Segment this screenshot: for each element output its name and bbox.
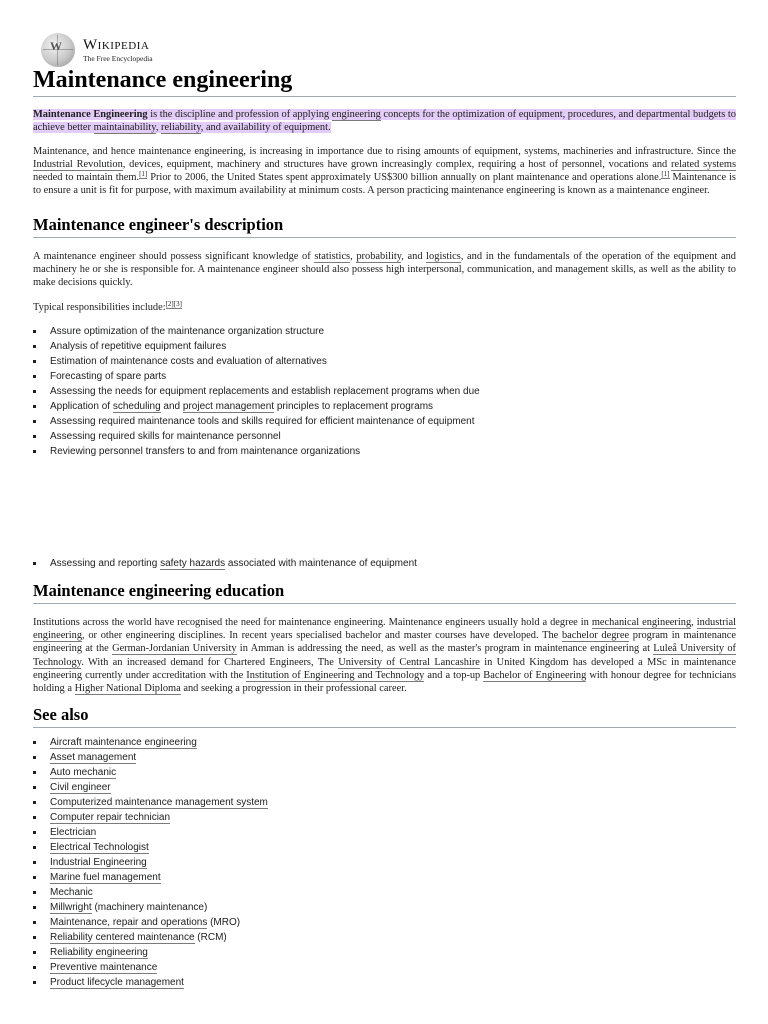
- list-item: Estimation of maintenance costs and evaluation of alternatives: [33, 354, 736, 369]
- link-statistics[interactable]: statistics: [314, 250, 351, 262]
- see-also-link[interactable]: Computerized maintenance management system: [50, 797, 268, 809]
- see-also-item: [33, 825, 736, 840]
- link-project-management[interactable]: project management: [182, 400, 275, 412]
- education-paragraph: [33, 616, 736, 695]
- link-engineering[interactable]: engineering: [331, 109, 381, 120]
- list-item: Reviewing personnel transfers to and from maintenance organizations: [33, 444, 736, 459]
- intro-text: , devices, equipment, machinery and structures have grown increasingly complex, requiring a host of personnel, vocations and: [122, 158, 672, 170]
- link-safety-hazards[interactable]: safety hazards: [160, 557, 226, 569]
- see-also-item: [33, 855, 736, 870]
- link-bachelor-degree[interactable]: bachelor degree: [561, 630, 630, 642]
- desc-text: , and in the fundamentals of the operation of the equipment and machinery he or she is responsible for. A maintenance engineer should also possess high interpersonal, communication, and management skills, as well as the ability to make decisions quickly.: [33, 250, 737, 289]
- desc-text: A maintenance engineer should possess significant knowledge of: [33, 250, 315, 262]
- wikipedia-globe-icon[interactable]: [41, 33, 75, 67]
- link-higher-national-diploma[interactable]: Higher National Diploma: [74, 682, 181, 694]
- edu-text: in Amman is addressing the need, as well as the master's program in maintenance engineering at: [236, 643, 654, 655]
- intro-text: Maintenance, and hence maintenance engineering, is increasing in importance due to rising amounts of equipment, systems, machineries and infrastructure. Since the: [33, 145, 736, 157]
- see-also-item: [33, 930, 736, 945]
- see-also-link[interactable]: Civil engineer: [50, 782, 111, 794]
- see-also-link[interactable]: Industrial Engineering: [50, 857, 147, 869]
- reference-1[interactable]: [1]: [139, 170, 148, 179]
- link-mechanical-engineering[interactable]: mechanical engineering: [591, 616, 692, 628]
- see-also-link[interactable]: Auto mechanic: [50, 767, 117, 779]
- section-heading-description: Maintenance engineer's description: [33, 215, 736, 238]
- link-related-systems[interactable]: related systems: [671, 158, 736, 170]
- edu-text: . With an increased demand for Chartered Engineers, The: [81, 656, 339, 668]
- see-also-item: [33, 915, 736, 930]
- lead-text: ,: [155, 122, 162, 134]
- link-maintainability[interactable]: maintainability: [93, 122, 156, 134]
- see-also-link[interactable]: Aircraft maintenance engineering: [50, 737, 197, 749]
- intro-text: Prior to 2006, the United States spent approximately US$300 billion annually on plant maintenance and operations alone.: [147, 172, 662, 184]
- list-item: Assessing required maintenance tools and skills required for efficient maintenance of equipment: [33, 414, 736, 429]
- see-also-item: [33, 795, 736, 810]
- see-also-item: [33, 885, 736, 900]
- list-item: Assessing required skills for maintenance personnel: [33, 429, 736, 444]
- see-also-link[interactable]: Electrical Technologist: [50, 842, 149, 854]
- responsibilities-list: [33, 324, 736, 459]
- site-header: [41, 30, 736, 70]
- section-heading-education: Maintenance engineering education: [33, 581, 736, 604]
- lead-text: is the discipline and profession of applying: [147, 109, 332, 120]
- see-also-item: [33, 960, 736, 975]
- lead-term: Maintenance Engineering: [33, 109, 148, 120]
- edu-text: program in maintenance engineering at the: [33, 630, 736, 655]
- lead-paragraph: [33, 108, 736, 135]
- see-also-item: [33, 870, 736, 885]
- edu-text: with honour degree for technicians holding a: [33, 669, 736, 694]
- see-also-link[interactable]: Reliability centered maintenance: [50, 932, 195, 944]
- list-item: [33, 399, 736, 414]
- see-also-item: [33, 900, 736, 915]
- intro-text: Maintenance is to ensure a unit is fit for purpose, with maximum availability at minimum costs. A person practicing maintenance engineering is known as a maintenance engineer.: [33, 172, 736, 197]
- intro-text: needed to maintain them.: [33, 172, 140, 184]
- see-also-link[interactable]: Asset management: [50, 752, 137, 764]
- see-also-item: [33, 840, 736, 855]
- desc-text: ,: [350, 250, 357, 262]
- see-also-link[interactable]: Maintenance, repair and operations: [50, 917, 208, 929]
- reference-1b[interactable]: [1]: [661, 170, 670, 179]
- see-also-item: [33, 975, 736, 990]
- link-iet[interactable]: Institution of Engineering and Technology: [246, 669, 425, 681]
- see-also-suffix: (RCM): [194, 932, 227, 944]
- site-tagline: The Free Encyclopedia: [83, 53, 153, 63]
- link-german-jordanian-university[interactable]: German-Jordanian University: [112, 643, 237, 655]
- see-also-item: [33, 765, 736, 780]
- item-text: Assessing and reporting: [50, 557, 161, 569]
- link-lulea-university[interactable]: Luleå University of Technology: [33, 643, 736, 668]
- see-also-item: [33, 750, 736, 765]
- see-also-item: [33, 735, 736, 750]
- edu-text: and seeking a progression in their professional career.: [180, 682, 407, 694]
- reference-2-3[interactable]: [2][3]: [165, 299, 182, 308]
- edu-text: in United Kingdom has developed a MSc in maintenance engineering currently under accreditation with the: [33, 656, 736, 681]
- article-page: [33, 30, 736, 990]
- item-text: principles to replacement programs: [274, 400, 434, 412]
- see-also-link[interactable]: Mechanic: [50, 887, 93, 899]
- see-also-link[interactable]: Reliability engineering: [50, 947, 148, 959]
- lead-text: concepts for the optimization of equipment, procedures, and departmental budgets to achieve better: [33, 109, 736, 134]
- site-name: Wikipedia: [83, 36, 150, 53]
- edu-text: , or other engineering disciplines. In recent years specialised bachelor and master courses have developed. The: [82, 630, 562, 642]
- list-item: Analysis of repetitive equipment failures: [33, 339, 736, 354]
- item-text: associated with maintenance of equipment: [225, 557, 417, 569]
- see-also-link[interactable]: Millwright: [50, 902, 92, 914]
- see-also-link[interactable]: Computer repair technician: [50, 812, 171, 824]
- link-bachelor-of-engineering[interactable]: Bachelor of Engineering: [483, 669, 587, 681]
- see-also-item: [33, 810, 736, 825]
- see-also-link[interactable]: Preventive maintenance: [50, 962, 158, 974]
- list-item: Forecasting of spare parts: [33, 369, 736, 384]
- list-item: Assessing the needs for equipment replacements and establish replacement programs when due: [33, 384, 736, 399]
- responsibilities-intro: [33, 301, 736, 314]
- item-text: and: [160, 400, 183, 412]
- link-reliability[interactable]: reliability: [161, 122, 201, 134]
- link-industrial-revolution[interactable]: Industrial Revolution: [33, 158, 123, 170]
- see-also-item: [33, 780, 736, 795]
- link-probability[interactable]: probability: [356, 250, 402, 262]
- description-paragraph: [33, 250, 736, 290]
- link-university-central-lancashire[interactable]: University of Central Lancashire: [338, 656, 480, 668]
- desc-text: , and: [401, 250, 427, 262]
- see-also-suffix: (MRO): [207, 917, 241, 929]
- edu-text: ,: [691, 616, 697, 628]
- list-item: Assure optimization of the maintenance organization structure: [33, 324, 736, 339]
- see-also-link[interactable]: Electrician: [50, 827, 97, 839]
- globe-glyph: W: [50, 39, 62, 53]
- wordmark[interactable]: [83, 38, 153, 63]
- intro-paragraph: [33, 145, 736, 198]
- see-also-suffix: (machinery maintenance): [91, 902, 208, 914]
- edu-text: Institutions across the world have recognised the need for maintenance engineering. Maintenance engineers usually hold a degree in: [33, 616, 592, 628]
- page-title: Maintenance engineering: [33, 67, 736, 97]
- item-text: Application of: [50, 400, 113, 412]
- list-item: [33, 556, 736, 571]
- link-scheduling[interactable]: scheduling: [112, 400, 161, 412]
- see-also-item: [33, 945, 736, 960]
- responsibilities-list-continued: [33, 556, 736, 571]
- see-also-list: [33, 735, 736, 990]
- section-heading-see-also: See also: [33, 705, 736, 728]
- lead-text: , and availability of equipment.: [200, 122, 331, 134]
- edu-text: and a top-up: [424, 669, 484, 681]
- link-logistics[interactable]: logistics: [426, 250, 461, 262]
- see-also-link[interactable]: Marine fuel management: [50, 872, 161, 884]
- resp-intro-text: Typical responsibilities include:: [33, 301, 166, 313]
- see-also-link[interactable]: Product lifecycle management: [50, 977, 184, 989]
- link-industrial-engineering[interactable]: industrial engineering: [33, 616, 736, 642]
